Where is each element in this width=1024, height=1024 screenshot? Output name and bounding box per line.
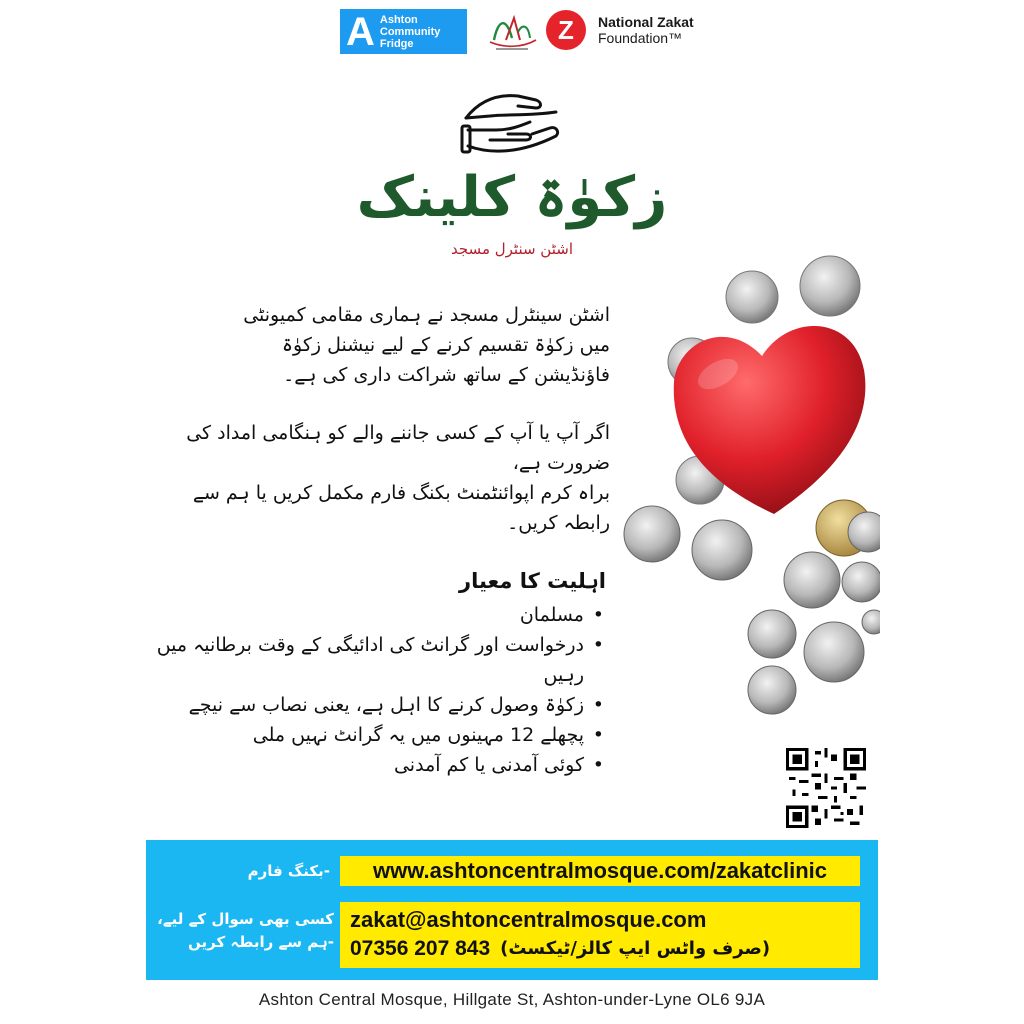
qr-code[interactable] bbox=[786, 748, 866, 828]
heart-coins-image bbox=[622, 252, 880, 722]
eligibility-item: • پچھلے 12 مہینوں میں یہ گرانٹ نہیں ملی bbox=[150, 720, 606, 750]
eligibility-item: • زکوٰۃ وصول کرنے کا اہل ہے، یعنی نصاب سے نیچے bbox=[150, 690, 606, 720]
page-title: زکوٰۃ کلینک bbox=[356, 165, 668, 230]
acf-logo-line: Ashton bbox=[379, 13, 418, 26]
acf-logo-letter: A bbox=[346, 9, 375, 54]
mosque-logo bbox=[484, 10, 540, 54]
hands-giving-icon bbox=[460, 90, 564, 160]
nzf-logo-text bbox=[598, 14, 694, 46]
eligibility-list bbox=[150, 600, 606, 780]
ashton-community-fridge-logo bbox=[340, 9, 467, 54]
eligibility-item: • درخواست اور گرانٹ کی ادائیگی کے وقت برطانیہ میں رہیں bbox=[150, 630, 606, 690]
questions-label bbox=[152, 908, 334, 954]
booking-form-label: -بکنگ فارم bbox=[247, 862, 330, 880]
help-line: اگر آپ یا آپ کے کسی جاننے والے کو ہنگامی امداد کی ضرورت ہے، bbox=[186, 422, 610, 474]
questions-label-line: کسی بھی سوال کے لیے، bbox=[157, 910, 334, 928]
eligibility-heading: اہلیت کا معیار bbox=[459, 569, 606, 593]
phone-number[interactable]: 07356 207 843 bbox=[350, 937, 491, 960]
help-line: براہ کرم اپوائنٹمنٹ بکنگ فارم مکمل کریں یا ہم سے رابطہ کریں۔ bbox=[192, 482, 610, 534]
address-footer: Ashton Central Mosque, Hillgate St, Ashton-under-Lyne OL6 9JA bbox=[258, 990, 766, 1009]
email-link[interactable]: zakat@ashtoncentralmosque.com bbox=[350, 907, 707, 932]
acf-logo-line: Community bbox=[379, 25, 441, 38]
contact-box bbox=[340, 902, 860, 968]
eligibility-item: • مسلمان bbox=[150, 600, 606, 630]
booking-url-link[interactable]: www.ashtoncentralmosque.com/zakatclinic bbox=[340, 856, 860, 886]
help-paragraph bbox=[180, 418, 610, 538]
nzf-logo-line: Foundation™ bbox=[598, 30, 683, 46]
nzf-logo-line: National Zakat bbox=[598, 14, 694, 30]
whatsapp-note: (صرف واٹس ایپ کالز/ٹیکسٹ) bbox=[500, 938, 771, 959]
intro-paragraph: اشٹن سینٹرل مسجد نے ہماری مقامی کمیونٹی میں زکوٰۃ تقسیم کرنے کے لیے نیشنل زکوٰۃ فاؤنڈیشن کے ساتھ شراکت داری کی ہے۔ bbox=[243, 304, 610, 386]
nzf-logo-mark: Z bbox=[546, 10, 586, 50]
page-subtitle: اشٹن سنٹرل مسجد bbox=[451, 240, 573, 258]
eligibility-item: • کوئی آمدنی یا کم آمدنی bbox=[150, 750, 606, 780]
acf-logo-line: Fridge bbox=[379, 37, 414, 50]
questions-label-line: -ہم سے رابطہ کریں bbox=[188, 933, 334, 951]
